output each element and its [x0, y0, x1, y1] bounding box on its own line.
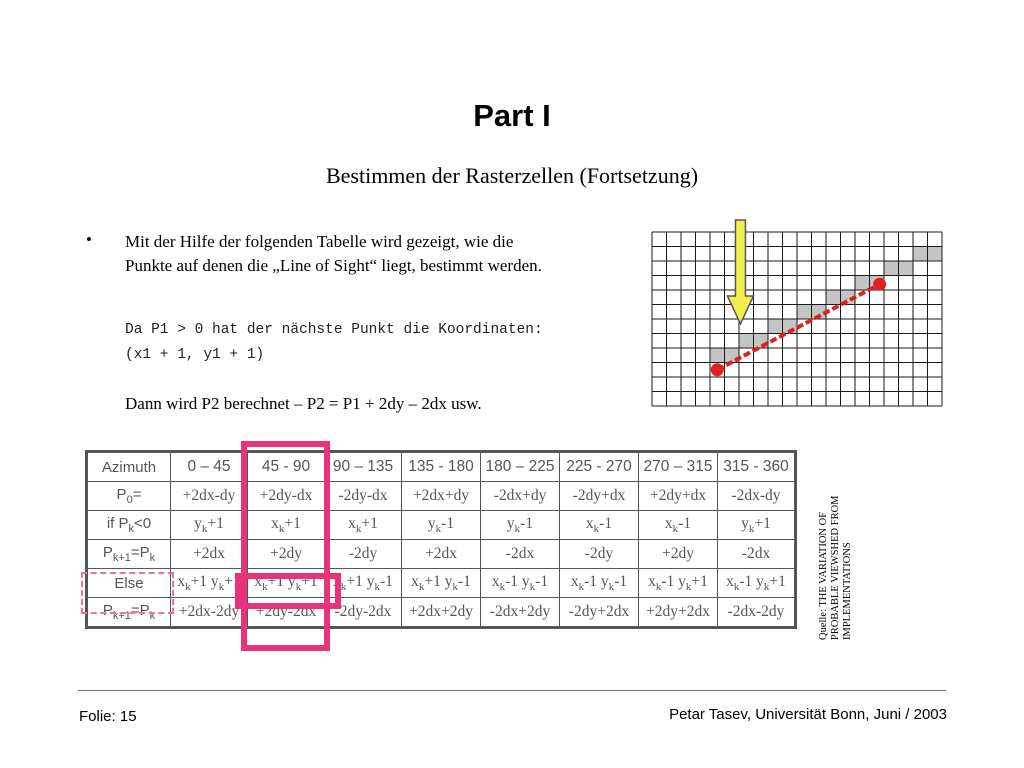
highlight-column-box [241, 441, 330, 651]
slide-title: Part I [473, 98, 551, 133]
table-header-row [87, 452, 796, 482]
table-cell: +2dx [402, 540, 481, 569]
bullet-symbol: • [86, 230, 92, 249]
table-cell: +2dy+dx [639, 482, 718, 511]
table-cell: $x_k+1$ $y_k+1$ [248, 569, 325, 598]
azimuth-table-wrapper [85, 450, 797, 629]
table-cell: -2dx-dy [718, 482, 796, 511]
shaded-raster-cell [913, 247, 928, 262]
table-row [87, 511, 796, 540]
table-cell: -2dy [560, 540, 639, 569]
table-cell: +2dx [171, 540, 248, 569]
table-cell: -2dx-2dy [718, 598, 796, 628]
table-cell: $x_k-1$ [639, 511, 718, 540]
table-header-cell: 135 - 180 [402, 452, 481, 482]
footer-divider [78, 690, 946, 691]
shaded-raster-cell [797, 305, 812, 320]
table-cell: $y_k-1$ [402, 511, 481, 540]
table-header-cell: 0 – 45 [171, 452, 248, 482]
table-cell: $y_k+1$ [171, 511, 248, 540]
table-cell: $x_k+1$ $y_k-1$ [402, 569, 481, 598]
table-header-cell: 315 - 360 [718, 452, 796, 482]
table-cell: +2dy-dx [248, 482, 325, 511]
table-row-label: $P_{k+1}=P_k$ [87, 598, 171, 628]
table-header-cell: 180 – 225 [481, 452, 560, 482]
down-arrow-icon [727, 220, 753, 324]
shaded-raster-cell [826, 290, 841, 305]
table-cell: +2dx+2dy [402, 598, 481, 628]
table-row [87, 482, 796, 511]
footer-author: Petar Tasev, Universität Bonn, Juni / 2003 [669, 706, 947, 723]
shaded-raster-cell [855, 276, 870, 291]
table-header-cell: 90 – 135 [325, 452, 402, 482]
end-point [873, 278, 886, 291]
start-point [711, 363, 724, 376]
table-header-cell: 45 - 90 [248, 452, 325, 482]
table-cell: +2dy+2dx [639, 598, 718, 628]
table-cell: $y_k-1$ [481, 511, 560, 540]
table-cell: -2dy+dx [560, 482, 639, 511]
table-cell: $y_k+1$ [718, 511, 796, 540]
table-cell: +2dx-2dy [171, 598, 248, 628]
shaded-raster-cell [739, 334, 754, 349]
table-cell: +2dy [248, 540, 325, 569]
table-header-cell: Azimuth [87, 452, 171, 482]
table-cell: $x_k+1$ [248, 511, 325, 540]
table-row [87, 598, 796, 628]
shaded-raster-cell [928, 247, 943, 262]
table-cell: -2dx [718, 540, 796, 569]
table-cell: -2dy+2dx [560, 598, 639, 628]
highlight-else-dashed-box [81, 572, 174, 614]
shaded-raster-cell [884, 261, 899, 276]
table-cell: $x_k-1$ $y_k+1$ [718, 569, 796, 598]
table-cell: $x_k-1$ $y_k-1$ [560, 569, 639, 598]
table-row-label: Else [87, 569, 171, 598]
table-cell: -2dy-dx [325, 482, 402, 511]
table-cell: $x_k+1$ [325, 511, 402, 540]
table-cell: -2dx [481, 540, 560, 569]
table-row [87, 569, 796, 598]
next-step-text: Dann wird P2 berechnet – P2 = P1 + 2dy – 2dx usw. [125, 394, 482, 413]
raster-grid-figure [648, 218, 944, 408]
bullet-text: Mit der Hilfe der folgenden Tabelle wird gezeigt, wie die Punkte auf denen die „Line of Sight“ liegt, bestimmt werden. [125, 232, 542, 275]
table-row-label: $P_{k+1}=P_k$ [87, 540, 171, 569]
table-cell: +2dy-2dx [248, 598, 325, 628]
shaded-raster-cell [768, 319, 783, 334]
table-cell: -2dx+dy [481, 482, 560, 511]
table-cell: -2dx+2dy [481, 598, 560, 628]
table-row-label: if $P_k<0$ [87, 511, 171, 540]
table-cell: $x_k-1$ [560, 511, 639, 540]
table-cell: +2dx+dy [402, 482, 481, 511]
table-header-cell: 270 – 315 [639, 452, 718, 482]
table-cell: +2dy [639, 540, 718, 569]
slide-number: Folie: 15 [79, 708, 137, 725]
table-cell: +2dx-dy [171, 482, 248, 511]
shaded-raster-cell [899, 261, 914, 276]
table-cell: -2dy-2dx [325, 598, 402, 628]
table-cell: $x_k-1$ $y_k+1$ [639, 569, 718, 598]
table-header-cell: 225 - 270 [560, 452, 639, 482]
table-cell: $x_k+1$ $y_k+1$ [171, 569, 248, 598]
code-line-1: Da P1 > 0 hat der nächste Punkt die Koordinaten: [125, 322, 543, 338]
slide-subtitle: Bestimmen der Rasterzellen (Fortsetzung) [325, 163, 699, 188]
table-row-label: $P_0=$ [87, 482, 171, 511]
azimuth-table [85, 450, 797, 629]
table-row [87, 540, 796, 569]
table-cell: -2dy [325, 540, 402, 569]
highlight-cell-box [235, 573, 341, 609]
source-note: Quelle: THE VARIATION OF PROBABLE VIEWSHED FROM IMPLEMENTATIONS [818, 495, 853, 640]
shaded-raster-cell [710, 348, 725, 363]
table-cell: $x_k-1$ $y_k-1$ [481, 569, 560, 598]
table-cell: $x_k+1$ $y_k-1$ [325, 569, 402, 598]
code-line-2: (x1 + 1, y1 + 1) [125, 347, 265, 363]
